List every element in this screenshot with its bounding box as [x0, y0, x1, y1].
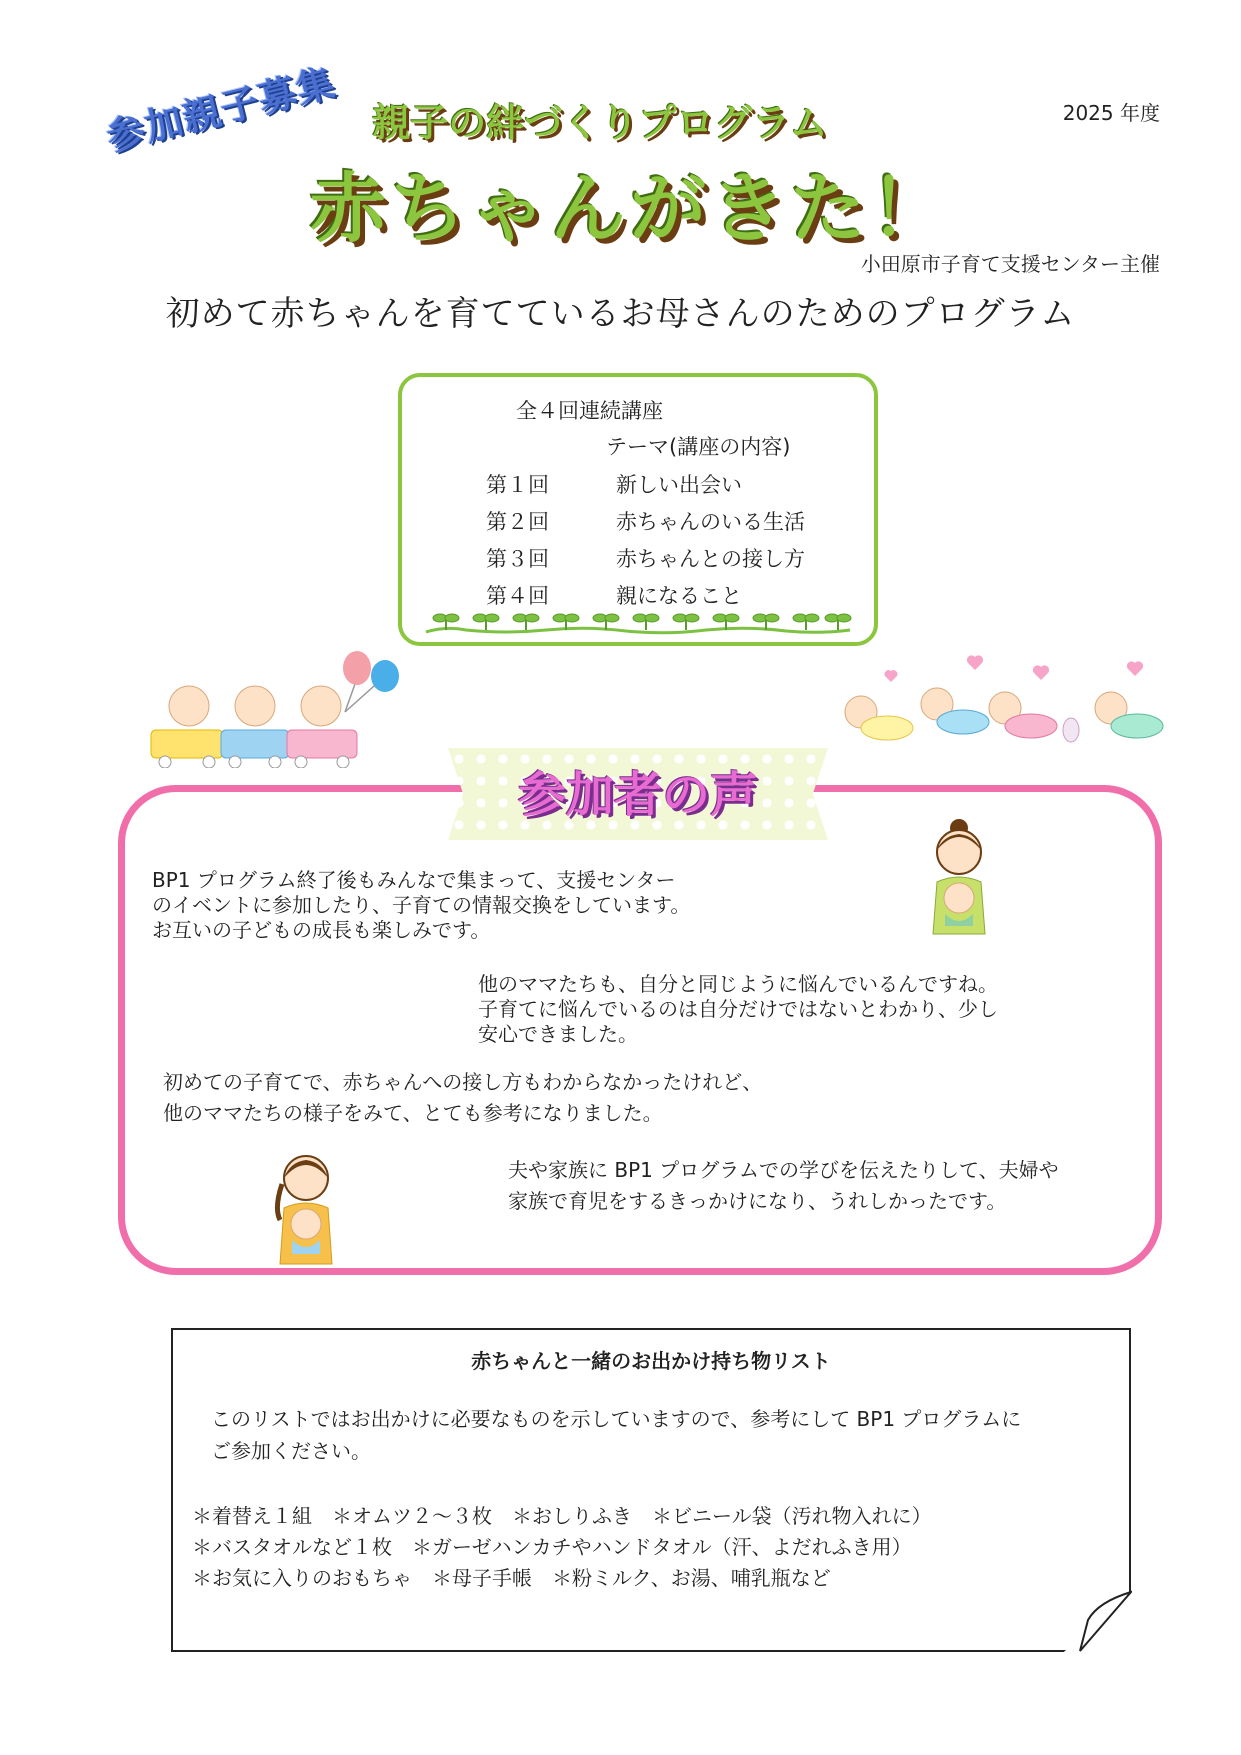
voice-line: 子育てに悩んでいるのは自分だけではないとわかり、少し: [478, 997, 998, 1021]
checklist-intro: [211, 1403, 1111, 1467]
voice-line: 夫や家族に BP1 プログラムでの学びを伝えたりして、夫婦や: [508, 1158, 1059, 1182]
voice-line: 他のママたちも、自分と同じように悩んでいるんですね。: [478, 972, 998, 996]
checklist-item: ＊バスタオルなど１枚 ＊ガーゼハンカチやハンドタオル（汗、よだれふき用）: [192, 1535, 912, 1559]
voice-item: [508, 1155, 1059, 1217]
session-topic: 親になること: [616, 584, 742, 608]
fiscal-year: 2025 年度: [1062, 101, 1160, 125]
course-box: [398, 373, 878, 646]
voice-item: [478, 972, 998, 1047]
voice-line: 安心できました。: [478, 1022, 638, 1046]
voice-line: 他のママたちの様子をみて、とても参考になりました。: [163, 1101, 663, 1125]
mother-with-baby-illustration: [925, 818, 993, 936]
host-organization: 小田原市子育て支援センター主催: [860, 252, 1160, 276]
page-curl-decoration: [1078, 1590, 1132, 1652]
checklist-intro-line: ご参加ください。: [211, 1439, 371, 1463]
session-row: [486, 469, 742, 499]
voice-item: [152, 868, 690, 943]
session-topic: 赤ちゃんとの接し方: [616, 547, 805, 571]
program-subtitle: 親子の絆づくりプログラム: [372, 101, 828, 145]
checklist-item: ＊着替え１組 ＊オムツ２～３枚 ＊おしりふき ＊ビニール袋（汚れ物入れに）: [192, 1504, 932, 1528]
voice-line: お互いの子どもの成長も楽しみです。: [152, 918, 491, 942]
course-theme-label: テーマ(講座の内容): [606, 435, 791, 459]
session-number: 第１回: [486, 473, 549, 497]
voice-item: [163, 1067, 762, 1129]
voice-line: BP1 プログラム終了後もみんなで集まって、支援センター: [152, 868, 676, 892]
session-number: 第４回: [486, 584, 549, 608]
checklist-item: ＊お気に入りのおもちゃ ＊母子手帳 ＊粉ミルク、お湯、哺乳瓶など: [192, 1566, 831, 1590]
voice-line: 初めての子育てで、赤ちゃんへの接し方もわからなかったけれど、: [163, 1070, 763, 1094]
session-row: [486, 506, 805, 536]
session-topic: 新しい出会い: [616, 473, 742, 497]
voice-line: のイベントに参加したり、子育ての情報交換をしています。: [152, 893, 691, 917]
session-topic: 赤ちゃんのいる生活: [616, 510, 805, 534]
program-title: 赤ちゃんがきた！: [310, 164, 950, 253]
sprout-border-illustration: [416, 604, 860, 638]
checklist-title: 赤ちゃんと一緒のお出かけ持ち物リスト: [471, 1349, 831, 1373]
mother-with-baby-illustration: [272, 1148, 340, 1266]
course-count: 全４回連続講座: [516, 399, 663, 423]
session-row: [486, 543, 805, 573]
program-lead: 初めて赤ちゃんを育てているお母さんのためのプログラム: [165, 294, 1076, 334]
session-number: 第２回: [486, 510, 549, 534]
voice-line: 家族で育児をするきっかけになり、うれしかったです。: [508, 1189, 1007, 1213]
voices-title: 参加者の声: [517, 767, 758, 823]
crawling-babies-illustration: [835, 652, 1165, 757]
checklist-intro-line: このリストではお出かけに必要なものを示していますので、参考にして BP1 プログラムに: [211, 1407, 1022, 1431]
recruit-banner: 参加親子募集: [102, 60, 340, 160]
checklist-box: [171, 1328, 1131, 1652]
session-number: 第３回: [486, 547, 549, 571]
baby-train-illustration: [145, 650, 405, 768]
